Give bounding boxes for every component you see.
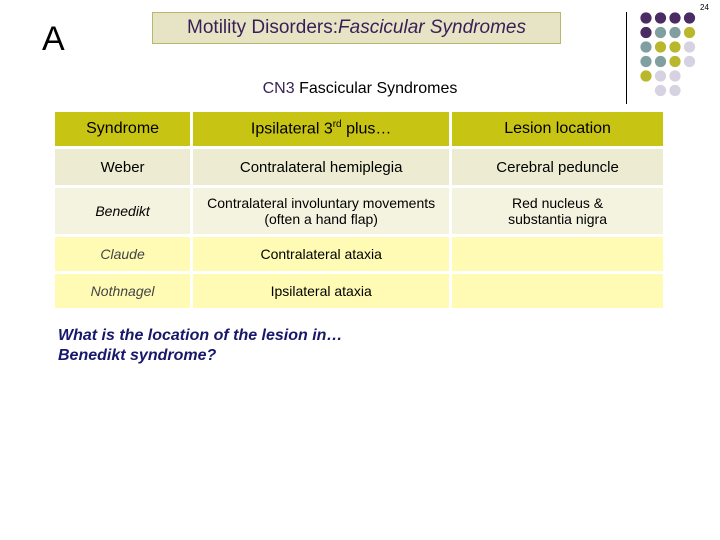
syndrome-benedikt: Benedikt: [55, 188, 190, 234]
decorative-dot: [684, 27, 695, 38]
table-caption: [0, 80, 720, 98]
slide-number: 24: [700, 3, 709, 12]
syndrome-nothnagel: Nothnagel: [55, 274, 190, 308]
lesion-nothnagel: [452, 274, 663, 308]
header-ipsilateral: [193, 112, 449, 146]
syndrome-claude: Claude: [55, 237, 190, 271]
decorative-dot: [655, 41, 666, 52]
header-ipsilateral-post: plus…: [341, 120, 392, 138]
table-row: [55, 188, 663, 234]
corner-letter: A: [42, 20, 65, 58]
syndromes-table: [52, 109, 666, 311]
question-text: [58, 326, 342, 366]
decorative-dot: [655, 12, 666, 23]
plus-weber: Contralateral hemiplegia: [193, 149, 449, 185]
lesion-claude: [452, 237, 663, 271]
title-part-2: Fascicular Syndromes: [338, 17, 526, 38]
caption-cn3: CN3: [262, 80, 295, 97]
caption-rest: Fascicular Syndromes: [294, 80, 458, 97]
table-row: [55, 237, 663, 271]
lesion-weber: Cerebral peduncle: [452, 149, 663, 185]
lesion-benedikt: Red nucleus & substantia nigra: [452, 188, 663, 234]
decorative-dot: [684, 12, 695, 23]
decorative-dot: [669, 27, 680, 38]
plus-benedikt: Contralateral involuntary movements (often a hand flap): [193, 188, 449, 234]
syndrome-weber: Weber: [55, 149, 190, 185]
table-row: [55, 274, 663, 308]
decorative-dot: [669, 41, 680, 52]
plus-claude: Contralateral ataxia: [193, 237, 449, 271]
table-row: [55, 149, 663, 185]
question-line-2: Benedikt syndrome?: [58, 347, 217, 364]
question-line-1: What is the location of the lesion in…: [58, 327, 343, 344]
header-ipsilateral-sup: rd: [332, 119, 342, 131]
title-part-1: Motility Disorders:: [187, 17, 339, 38]
slide-title: [152, 12, 561, 44]
decorative-dot: [640, 56, 651, 67]
decorative-dot: [640, 41, 651, 52]
decorative-dot: [655, 56, 666, 67]
header-ipsilateral-pre: Ipsilateral 3: [250, 120, 333, 138]
decorative-dot: [640, 27, 651, 38]
plus-nothnagel: Ipsilateral ataxia: [193, 274, 449, 308]
header-syndrome: Syndrome: [55, 112, 190, 146]
table-header-row: [55, 112, 663, 146]
decorative-dot: [684, 41, 695, 52]
decorative-dot: [655, 27, 666, 38]
decorative-dot: [669, 56, 680, 67]
decorative-dot: [640, 12, 651, 23]
decorative-dot: [684, 56, 695, 67]
header-lesion: Lesion location: [452, 112, 663, 146]
decorative-dot: [669, 12, 680, 23]
